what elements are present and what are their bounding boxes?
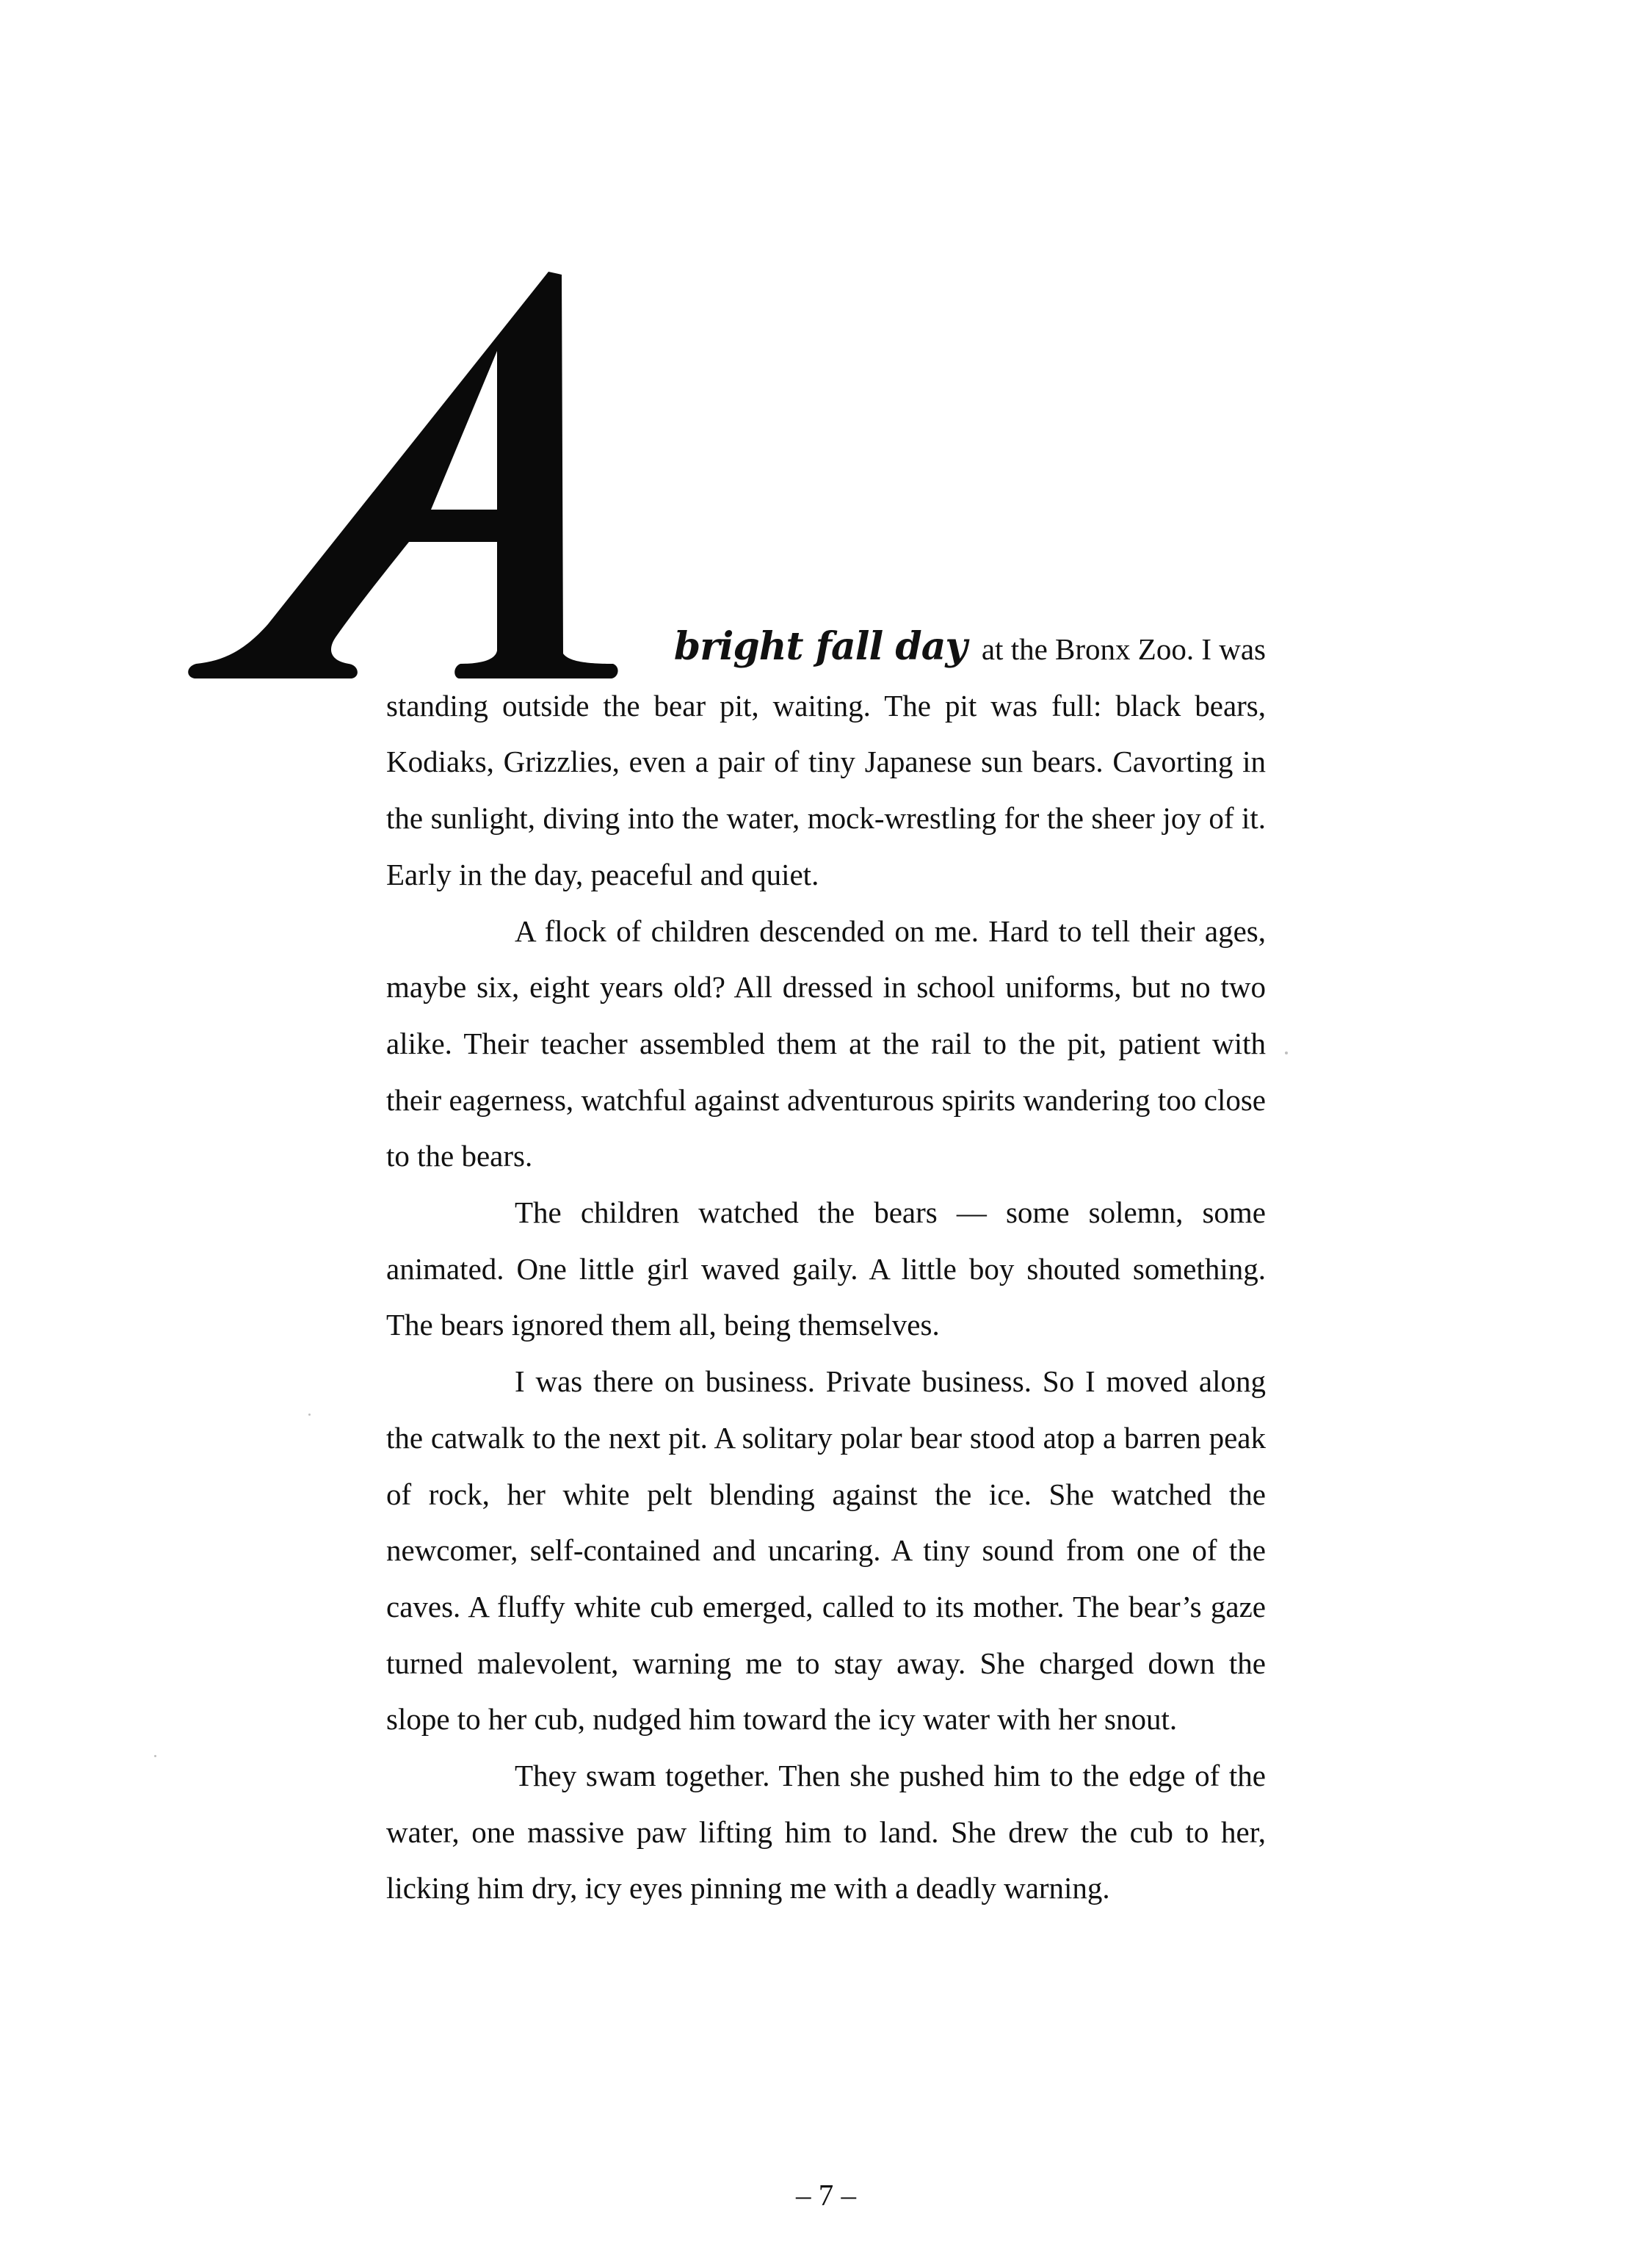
paragraph-2: A flock of children descended on me. Hard to tell their ages, maybe six, eight years old? All dressed in school uniforms, but no two alike. Their teacher assembled them at the rail to the pit, patient with their eagerness, watchful against adventurous spirits wandering too close to the bears.: [386, 913, 1266, 1173]
scan-speck: [1285, 1052, 1288, 1054]
scan-speck: [308, 1414, 311, 1416]
paragraph-3: The children watched the bears — some solemn, some animated. One little girl waved gaily. A little boy shouted something. The bears ignored them all, being themselves.: [386, 1195, 1266, 1342]
paragraph-4: I was there on business. Private business. So I moved along the catwalk to the next pit. A solitary polar bear stood atop a barren peak of rock, her white pelt blending against the ice. She watched the newcomer, self-contained and uncaring. A tiny sound from one of the caves. A fluffy white cub emerged, called to its mother. The bear’s gaze turned malevolent, warning me to stay away. She charged down the slope to her cub, nudged him toward the icy water with her snout.: [386, 1364, 1266, 1737]
lead-in-phrase: bright fall day: [673, 624, 967, 669]
drop-cap-letter: [180, 242, 620, 683]
first-line-text: at the Bronx Zoo. I was: [981, 632, 1266, 666]
drop-cap-glyph: [188, 272, 617, 678]
paragraph-1: [386, 619, 1266, 903]
paragraph-1-text: standing outside the bear pit, waiting. The pit was full: black bears, Kodiaks, Grizzlies, even a pair of tiny Japanese sun bears. Cavorting in the sunlight, diving into the water, mock-wrestling for the sheer joy of it. Early in the day, peaceful and quiet.: [386, 688, 1266, 891]
scan-speck: [154, 1755, 156, 1757]
paragraph-5: They swam together. Then she pushed him to the edge of the water, one massive paw lifting him to land. She drew the cub to her, licking him dry, icy eyes pinning me with a deadly warning.: [386, 1759, 1266, 1905]
body-text: [386, 619, 1266, 1917]
first-line: [386, 619, 1266, 678]
page-number: – 7 –: [796, 2178, 856, 2212]
